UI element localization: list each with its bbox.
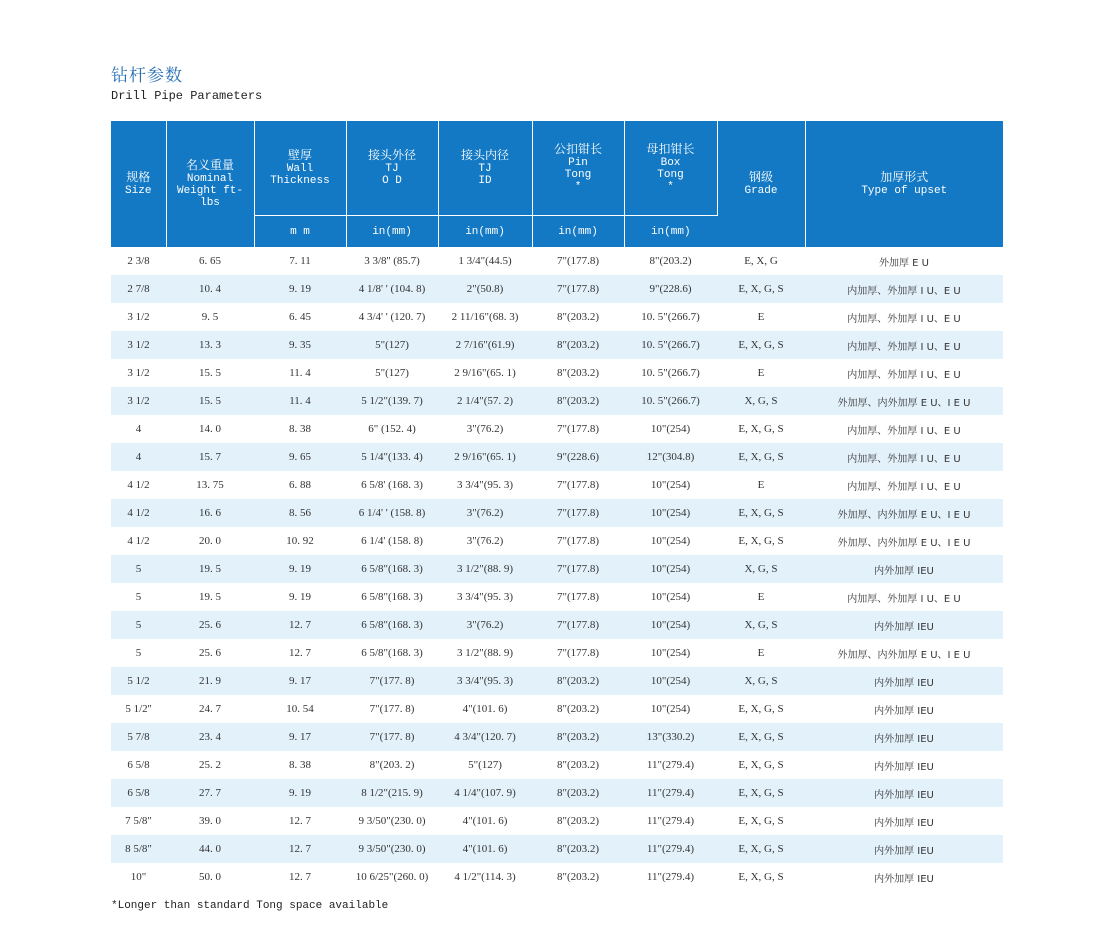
cell-size: 5 [111, 611, 166, 639]
cell-size: 10" [130, 871, 147, 883]
cell-nominal-weight: 19. 5 [199, 591, 221, 603]
cell-nominal-weight: 25. 6 [166, 611, 254, 639]
cell-nominal-weight: 13. 3 [166, 331, 254, 359]
cell-size: 6 5/8 [127, 759, 150, 771]
cell-size: 4 1/2 [127, 535, 150, 547]
cell-nominal-weight: 20. 0 [199, 535, 221, 547]
cell-tj-id: 3 1/2"(88. 9) [456, 647, 514, 659]
cell-grade: E, X, G, S [717, 779, 805, 807]
cell-upset-type: 内外加厚 IEU [874, 705, 934, 717]
cell-grade: E [757, 311, 765, 323]
cell-size: 8 5/8" [111, 835, 166, 863]
cell-wall-thickness: 8. 56 [254, 499, 346, 527]
cell-tj-id: 3 3/4"(95. 3) [438, 667, 532, 695]
header-grade: 钢级 Grade [717, 121, 805, 247]
cell-upset-type: 内加厚、外加厚 I U、E U [847, 593, 961, 605]
cell-nominal-weight: 25. 2 [199, 759, 221, 771]
cell-nominal-weight: 23. 4 [166, 723, 254, 751]
cell-upset-type: 内外加厚 IEU [874, 817, 934, 829]
cell-tj-id: 3"(76.2) [466, 535, 504, 547]
cell-tj-od: 8"(203. 2) [369, 759, 415, 771]
cell-pin-tong: 7"(177.8) [532, 275, 624, 303]
cell-upset-type: 内加厚、外加厚 I U、E U [805, 443, 1003, 471]
cell-nominal-weight: 27. 7 [166, 779, 254, 807]
cell-tj-od: 7"(177. 8) [346, 667, 438, 695]
cell-grade: E, X, G, S [738, 871, 784, 883]
cell-nominal-weight: 39. 0 [199, 815, 221, 827]
cell-wall-thickness: 12. 7 [254, 611, 346, 639]
table-row [111, 667, 1003, 695]
footnote: *Longer than standard Tong space available [111, 900, 389, 912]
cell-tj-od: 9 3/50"(230. 0) [358, 815, 426, 827]
cell-upset-type: 内外加厚 IEU [805, 779, 1003, 807]
cell-upset-type: 内外加厚 IEU [805, 723, 1003, 751]
cell-wall-thickness: 11. 4 [289, 367, 311, 379]
table-row [111, 863, 1003, 891]
cell-pin-tong: 8"(203.2) [556, 311, 600, 323]
table-row [111, 499, 1003, 527]
cell-pin-tong: 7"(177.8) [532, 611, 624, 639]
header-wall-thickness: 壁厚 Wall Thickness [254, 121, 346, 216]
cell-pin-tong: 7"(177.8) [556, 591, 600, 603]
cell-box-tong: 9"(228.6) [624, 275, 717, 303]
cell-upset-type: 外加厚、内外加厚 E U、I E U [837, 649, 971, 661]
cell-box-tong: 11"(279.4) [624, 779, 717, 807]
cell-grade: E [757, 479, 765, 491]
cell-wall-thickness: 8. 38 [289, 759, 311, 771]
cell-pin-tong: 7"(177.8) [532, 555, 624, 583]
cell-nominal-weight: 44. 0 [166, 835, 254, 863]
table-row [111, 527, 1003, 555]
cell-box-tong: 10"(254) [650, 703, 691, 715]
cell-tj-id: 4"(101. 6) [462, 703, 508, 715]
table-row [111, 387, 1003, 415]
cell-nominal-weight: 25. 6 [199, 647, 221, 659]
header-upset-type: 加厚形式 Type of upset [805, 121, 1003, 247]
cell-size: 4 1/2 [127, 479, 150, 491]
cell-wall-thickness: 9. 65 [254, 443, 346, 471]
table-row [111, 807, 1003, 835]
cell-tj-od: 6 5/8"(168. 3) [361, 647, 423, 659]
cell-wall-thickness: 10. 92 [286, 535, 314, 547]
cell-size: 4 [111, 443, 166, 471]
cell-box-tong: 10"(254) [650, 423, 691, 435]
cell-grade: X, G, S [717, 667, 805, 695]
table-row [111, 443, 1003, 471]
cell-upset-type: 内外加厚 IEU [805, 611, 1003, 639]
cell-grade: E, X, G, S [717, 275, 805, 303]
cell-grade: E, X, G, S [738, 815, 784, 827]
cell-upset-type: 外加厚、内外加厚 E U、I E U [805, 499, 1003, 527]
cell-grade: E, X, G, S [738, 759, 784, 771]
cell-size: 5 [111, 555, 166, 583]
cell-size: 5 1/2'' [125, 703, 152, 715]
cell-tj-id: 3"(76.2) [438, 499, 532, 527]
cell-box-tong: 10. 5"(266.7) [624, 331, 717, 359]
cell-wall-thickness: 8. 38 [289, 423, 311, 435]
cell-upset-type: 内外加厚 IEU [805, 835, 1003, 863]
table-row [111, 583, 1003, 611]
table-row [111, 751, 1003, 779]
cell-box-tong: 11"(279.4) [646, 871, 695, 883]
cell-tj-id: 2 11/16"(68. 3) [451, 311, 519, 323]
cell-pin-tong: 8"(203.2) [556, 815, 600, 827]
cell-tj-id: 3"(76.2) [466, 423, 504, 435]
cell-pin-tong: 8"(203.2) [556, 871, 600, 883]
cell-tj-od: 5 1/2"(139. 7) [346, 387, 438, 415]
cell-nominal-weight: 16. 6 [166, 499, 254, 527]
cell-tj-id: 2 9/16"(65. 1) [438, 443, 532, 471]
cell-nominal-weight: 10. 4 [166, 275, 254, 303]
cell-tj-od: 10 6/25"(260. 0) [355, 871, 429, 883]
table-row [111, 555, 1003, 583]
cell-nominal-weight: 13. 75 [196, 479, 224, 491]
cell-wall-thickness: 11. 4 [254, 387, 346, 415]
cell-grade: X, G, S [717, 611, 805, 639]
cell-pin-tong: 8"(203.2) [532, 723, 624, 751]
header-size: 规格 Size [111, 121, 166, 247]
cell-tj-id: 3"(76.2) [438, 611, 532, 639]
cell-upset-type: 外加厚 E U [879, 257, 929, 269]
cell-size: 5 7/8 [111, 723, 166, 751]
header-pin-tong: 公扣钳长 Pin Tong * [532, 121, 624, 216]
cell-upset-type: 外加厚、内外加厚 E U、I E U [837, 537, 971, 549]
cell-tj-od: 7"(177. 8) [369, 703, 415, 715]
cell-upset-type: 内加厚、外加厚 I U、E U [805, 331, 1003, 359]
cell-pin-tong: 8"(203.2) [532, 387, 624, 415]
cell-wall-thickness: 9. 17 [254, 667, 346, 695]
cell-tj-id: 2"(50.8) [438, 275, 532, 303]
table-row [111, 723, 1003, 751]
unit-pin-tong: in(mm) [532, 216, 624, 248]
cell-box-tong: 10"(254) [624, 555, 717, 583]
cell-tj-id: 4"(101. 6) [462, 815, 508, 827]
cell-tj-od: 6 1/4' ' (158. 8) [346, 499, 438, 527]
cell-pin-tong: 7"(177.8) [556, 479, 600, 491]
cell-tj-id: 2 7/16"(61.9) [438, 331, 532, 359]
cell-wall-thickness: 9. 35 [254, 331, 346, 359]
page-title: 钻杆参数 [111, 66, 183, 86]
cell-tj-id: 4 3/4"(120. 7) [438, 723, 532, 751]
cell-box-tong: 10"(254) [650, 479, 691, 491]
table-row [111, 611, 1003, 639]
cell-grade: E [757, 367, 765, 379]
cell-pin-tong: 8"(203.2) [532, 667, 624, 695]
cell-box-tong: 10"(254) [624, 611, 717, 639]
cell-grade: E [757, 591, 765, 603]
cell-upset-type: 内外加厚 IEU [874, 873, 934, 885]
cell-upset-type: 内加厚、外加厚 I U、E U [805, 275, 1003, 303]
cell-upset-type: 内加厚、外加厚 I U、E U [847, 425, 961, 437]
cell-tj-od: 8 1/2"(215. 9) [346, 779, 438, 807]
cell-grade: E, X, G, S [717, 499, 805, 527]
header-nominal-weight: 名义重量 Nominal Weight ft-lbs [166, 121, 254, 247]
cell-box-tong: 11"(279.4) [646, 759, 695, 771]
cell-tj-id: 3 3/4"(95. 3) [456, 591, 514, 603]
cell-wall-thickness: 12. 7 [289, 815, 311, 827]
cell-grade: E, X, G, S [717, 331, 805, 359]
table-body [111, 247, 1003, 891]
cell-nominal-weight: 14. 0 [199, 423, 221, 435]
cell-tj-od: 5"(127) [375, 367, 409, 379]
cell-grade: E, X, G, S [717, 723, 805, 751]
cell-upset-type: 内加厚、外加厚 I U、E U [847, 481, 961, 493]
cell-tj-id: 5"(127) [468, 759, 502, 771]
cell-size: 4 [135, 423, 142, 435]
cell-box-tong: 10. 5"(266.7) [624, 387, 717, 415]
cell-box-tong: 11"(279.4) [646, 815, 695, 827]
cell-wall-thickness: 12. 7 [289, 647, 311, 659]
cell-tj-od: 9 3/50"(230. 0) [346, 835, 438, 863]
cell-wall-thickness: 9. 19 [254, 275, 346, 303]
cell-tj-od: 5"(127) [346, 331, 438, 359]
cell-tj-od: 6 1/4' (158. 8) [361, 535, 423, 547]
cell-nominal-weight: 6. 65 [199, 255, 221, 267]
cell-nominal-weight: 9. 5 [201, 311, 219, 323]
cell-wall-thickness: 12. 7 [254, 835, 346, 863]
cell-wall-thickness: 12. 7 [289, 871, 311, 883]
cell-tj-id: 4"(101. 6) [438, 835, 532, 863]
cell-upset-type: 外加厚、内外加厚 E U、I E U [805, 387, 1003, 415]
cell-nominal-weight: 50. 0 [199, 871, 221, 883]
cell-size: 2 7/8 [111, 275, 166, 303]
cell-upset-type: 内外加厚 IEU [874, 761, 934, 773]
table-row [111, 415, 1003, 443]
cell-tj-od: 6 5/8"(168. 3) [361, 591, 423, 603]
cell-grade: E, X, G, S [717, 835, 805, 863]
cell-pin-tong: 8"(203.2) [556, 367, 600, 379]
cell-box-tong: 11"(279.4) [624, 835, 717, 863]
cell-box-tong: 10. 5"(266.7) [641, 311, 700, 323]
cell-box-tong: 10"(254) [650, 647, 691, 659]
cell-pin-tong: 8"(203.2) [532, 835, 624, 863]
cell-tj-id: 3 3/4"(95. 3) [456, 479, 514, 491]
cell-tj-od: 6 5/8"(168. 3) [346, 611, 438, 639]
header-box-tong: 母扣钳长 Box Tong * [624, 121, 717, 216]
cell-nominal-weight: 21. 9 [166, 667, 254, 695]
cell-box-tong: 8"(203.2) [649, 255, 692, 267]
cell-grade: X, G, S [717, 387, 805, 415]
cell-upset-type: 内外加厚 IEU [805, 555, 1003, 583]
cell-tj-od: 4 1/8' ' (104. 8) [346, 275, 438, 303]
cell-size: 7 5/8" [125, 815, 152, 827]
cell-upset-type: 内加厚、外加厚 I U、E U [847, 313, 961, 325]
cell-grade: E [757, 647, 765, 659]
cell-wall-thickness: 10. 54 [286, 703, 314, 715]
table-row [111, 471, 1003, 499]
unit-tj-id: in(mm) [438, 216, 532, 248]
header-tj-id: 接头内径 TJ ID [438, 121, 532, 216]
cell-size: 3 1/2 [111, 387, 166, 415]
cell-wall-thickness: 9. 17 [254, 723, 346, 751]
unit-tj-od: in(mm) [346, 216, 438, 248]
cell-wall-thickness: 6. 45 [289, 311, 311, 323]
cell-size: 3 1/2 [127, 311, 150, 323]
cell-wall-thickness: 6. 88 [289, 479, 311, 491]
cell-box-tong: 10"(254) [624, 499, 717, 527]
cell-wall-thickness: 9. 19 [289, 591, 311, 603]
cell-grade: X, G, S [717, 555, 805, 583]
table-row [111, 331, 1003, 359]
unit-box-tong: in(mm) [624, 216, 717, 248]
cell-size: 5 [135, 591, 142, 603]
unit-wall-thickness: m m [254, 216, 346, 248]
cell-size: 6 5/8 [111, 779, 166, 807]
cell-pin-tong: 7"(177.8) [556, 535, 600, 547]
cell-box-tong: 12"(304.8) [624, 443, 717, 471]
cell-box-tong: 10"(254) [650, 535, 691, 547]
cell-tj-id: 4 1/4"(107. 9) [438, 779, 532, 807]
header-tj-od: 接头外径 TJ O D [346, 121, 438, 216]
cell-nominal-weight: 15. 5 [199, 367, 221, 379]
cell-nominal-weight: 15. 7 [166, 443, 254, 471]
cell-grade: E, X, G, S [738, 423, 784, 435]
cell-size: 5 1/2 [111, 667, 166, 695]
cell-pin-tong: 7"(177.8) [532, 499, 624, 527]
cell-upset-type: 内外加厚 IEU [805, 667, 1003, 695]
table-header [111, 121, 1003, 247]
cell-grade: E, X, G, S [738, 703, 784, 715]
cell-pin-tong: 8"(203.2) [556, 759, 600, 771]
cell-box-tong: 10"(254) [650, 591, 691, 603]
cell-grade: E, X, G, S [717, 443, 805, 471]
cell-wall-thickness: 7. 11 [289, 255, 311, 267]
drill-pipe-table [111, 121, 1003, 891]
cell-tj-id: 1 3/4"(44.5) [458, 255, 512, 267]
cell-pin-tong: 7"(177.8) [556, 255, 600, 267]
table-row [111, 779, 1003, 807]
cell-wall-thickness: 9. 19 [254, 555, 346, 583]
cell-pin-tong: 8"(203.2) [532, 779, 624, 807]
cell-tj-od: 5 1/4"(133. 4) [346, 443, 438, 471]
cell-pin-tong: 9"(228.6) [532, 443, 624, 471]
cell-size: 3 1/2 [127, 367, 150, 379]
cell-tj-od: 6 5/8' (168. 3) [361, 479, 423, 491]
table-row [111, 695, 1003, 723]
cell-pin-tong: 7"(177.8) [556, 423, 600, 435]
cell-tj-od: 7"(177. 8) [346, 723, 438, 751]
cell-pin-tong: 7"(177.8) [556, 647, 600, 659]
cell-wall-thickness: 9. 19 [254, 779, 346, 807]
cell-nominal-weight: 15. 5 [166, 387, 254, 415]
cell-tj-od: 6 5/8"(168. 3) [346, 555, 438, 583]
cell-grade: E, X, G [744, 255, 778, 267]
cell-pin-tong: 8"(203.2) [556, 703, 600, 715]
cell-size: 5 [135, 647, 142, 659]
cell-tj-od: 3 3/8'' (85.7) [364, 255, 420, 267]
table-row [111, 639, 1003, 667]
cell-tj-id: 2 9/16"(65. 1) [454, 367, 516, 379]
cell-pin-tong: 8"(203.2) [532, 331, 624, 359]
page-subtitle: Drill Pipe Parameters [111, 89, 263, 103]
cell-size: 4 1/2 [111, 499, 166, 527]
table-row [111, 303, 1003, 331]
table-row [111, 247, 1003, 275]
cell-box-tong: 13"(330.2) [624, 723, 717, 751]
cell-size: 3 1/2 [111, 331, 166, 359]
table-row [111, 359, 1003, 387]
table-row [111, 835, 1003, 863]
cell-tj-od: 4 3/4' ' (120. 7) [358, 311, 426, 323]
cell-tj-id: 4 1/2"(114. 3) [454, 871, 516, 883]
cell-tj-id: 3 1/2"(88. 9) [438, 555, 532, 583]
cell-nominal-weight: 24. 7 [199, 703, 221, 715]
cell-box-tong: 10. 5"(266.7) [641, 367, 700, 379]
table-row [111, 275, 1003, 303]
cell-tj-id: 2 1/4"(57. 2) [438, 387, 532, 415]
cell-grade: E, X, G, S [738, 535, 784, 547]
cell-tj-od: 6" (152. 4) [368, 423, 416, 435]
cell-upset-type: 内加厚、外加厚 I U、E U [847, 369, 961, 381]
cell-box-tong: 10"(254) [624, 667, 717, 695]
cell-size: 2 3/8 [127, 255, 150, 267]
cell-nominal-weight: 19. 5 [166, 555, 254, 583]
